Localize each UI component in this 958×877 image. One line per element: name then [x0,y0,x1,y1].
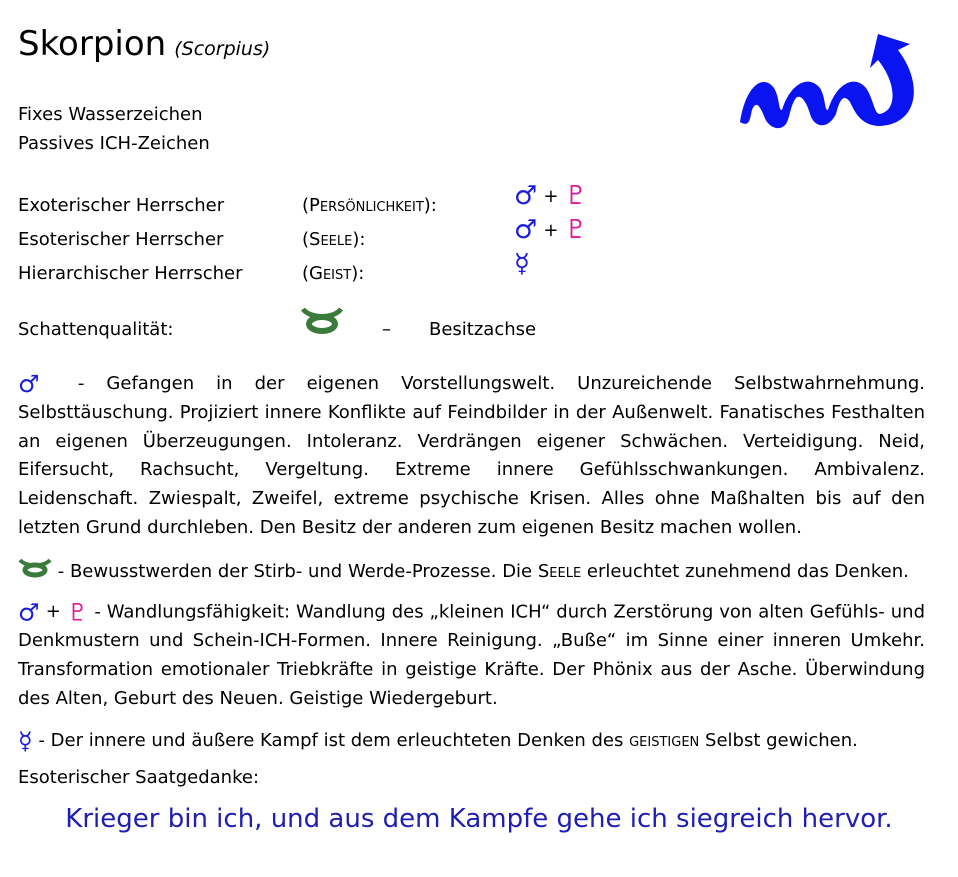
ruler-symbols [514,181,588,211]
mars-icon: ♂ [18,598,40,627]
plus-sign: + [543,219,559,241]
shadow-label: Schattenqualität: [18,319,174,340]
mars-icon: ♂ [514,181,538,211]
ruler-label: Hierarchischer Herrscher [18,263,243,284]
taurus-icon [18,557,52,589]
taurus-paragraph-text-b: erleuchtet zunehmend das Denken. [586,561,909,582]
taurus-icon [300,305,344,342]
mars-pluto-paragraph [18,598,925,714]
title-row [18,24,270,64]
ich-quality: Passives ICH-Zeichen [18,133,210,154]
element-quality: Fixes Wasserzeichen [18,104,203,125]
mercury-icon: ☿ [514,249,530,279]
taurus-paragraph [18,557,925,589]
pluto-icon: ♇ [66,598,89,627]
mars-paragraph-text: - Gefangen in der eigenen Vorstellungswelt. Unzureichende Selbstwahrnehmung. Selbsttäuschung. Projiziert innere Konflikte auf Feindbilder in der Außenwelt. Fanatisches Festhalten an eigenen Überzeugungen. Intoleranz. Verdrängen eigener Schwächen. Verteidigung. Neid, Eifersucht, Rachsucht, Vergeltung. Extreme innere Gefühlsschwankungen. Ambivalenz. Leidenschaft. Zwiespalt, Zweifel, extreme psychische Krisen. Alles ohne Maßhalten bis auf den letzten Grund durchleben. Den Besitz der anderen zum eigenen Besitz machen wollen. [18,373,925,538]
mercury-paragraph-text-b: Selbst gewichen. [705,730,858,751]
ruler-category: (Seele): [302,229,366,250]
scorpio-glyph-shape [740,34,914,128]
taurus-shape [300,305,344,337]
taurus-paragraph-text-a: - Bewusstwerden der Stirb- und Werde-Prozesse. Die [57,561,533,582]
taurus-shape [18,557,52,579]
seed-thought-motto: Krieger bin ich, und aus dem Kampfe gehe ich siegreich hervor. [65,804,893,834]
mars-icon: ♂ [18,370,56,398]
plus-sign: + [45,601,61,622]
mars-paragraph [18,370,925,543]
seed-thought-label: Esoterischer Saatgedanke: [18,767,260,788]
shadow-dash: – [382,319,391,340]
ruler-category: (Geist): [302,263,365,284]
mercury-icon: ☿ [18,727,33,755]
shadow-axis: Besitzachse [429,319,537,340]
mercury-paragraph [18,727,925,756]
shadow-quality-row [18,319,618,349]
ruler-label: Esoterischer Herrscher [18,229,224,250]
mercury-paragraph-text-a: - Der innere und äußere Kampf ist dem erleuchteten Denken des [38,730,624,751]
ruler-category: (Persönlichkeit): [302,195,437,216]
mars-icon: ♂ [514,215,538,245]
plus-sign: + [543,185,559,207]
pluto-icon: ♇ [564,181,588,211]
page-title: Skorpion [18,24,167,64]
ruler-label: Exoterischer Herrscher [18,195,225,216]
scorpio-glyph-icon [728,14,918,136]
ruler-symbols [514,215,588,245]
ruler-symbols [514,249,530,279]
page-subtitle: (Scorpius) [174,38,271,60]
pluto-icon: ♇ [564,215,588,245]
mars-pluto-paragraph-text: - Wandlungsfähigkeit: Wandlung des „kleinen ICH“ durch Zerstörung von alten Gefühls- und Denkmustern und Schein-ICH-Formen. Innere Reinigung. „Buße“ im Sinne einer inneren Umkehr. Transformation emotionaler Triebkräfte in geistige Kräfte. Der Phönix aus der Asche. Überwindung des Alten, Geburt des Neuen. Geistige Wiedergeburt. [18,601,925,709]
mercury-paragraph-geistigen: geistigen [629,730,700,751]
ruler-row-hierarchical [18,249,618,293]
taurus-paragraph-seele: Seele [537,561,582,582]
